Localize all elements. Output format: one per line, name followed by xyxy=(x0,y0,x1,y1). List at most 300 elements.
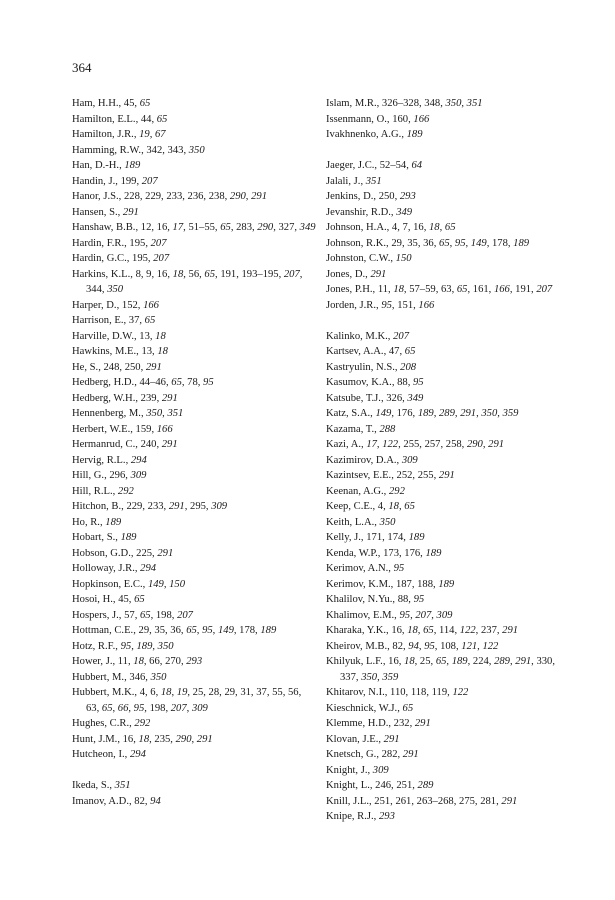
index-entry: Hitchon, B., 229, 233, 291, 295, 309 xyxy=(72,501,228,512)
index-entry: Klemme, H.D., 232, 291 xyxy=(326,718,431,729)
entry-name: Harville, D.W. xyxy=(72,330,134,342)
page-ref: 95 xyxy=(393,563,405,574)
page-ref: 65 xyxy=(156,113,168,125)
entry-name: Jones, D. xyxy=(326,268,366,280)
page-ref: 309 xyxy=(211,501,228,512)
page-ref: 36 xyxy=(170,625,181,636)
index-entry: Knight, L., 246, 251, 289 xyxy=(326,780,434,791)
page-ref: 122 xyxy=(452,687,469,698)
page-ref: 159 xyxy=(135,423,152,435)
page-ref: 237 xyxy=(480,625,497,636)
entry-name: Jenkins, D. xyxy=(326,191,374,202)
entry-name: Hamilton, E.L. xyxy=(72,113,136,125)
page-ref: 149 xyxy=(217,625,234,636)
entry-name: Kazimirov, D.A. xyxy=(326,454,397,466)
page-ref: 236 xyxy=(187,191,204,202)
entry-name: Hamilton, J.R. xyxy=(72,129,134,140)
page-ref: 350 xyxy=(107,284,124,295)
page-ref: 150 xyxy=(395,253,412,264)
page-ref: 36 xyxy=(423,237,434,249)
entry-name: Harper, D. xyxy=(72,299,117,311)
page-ref: 65 xyxy=(456,284,468,295)
page-ref: 349 xyxy=(299,222,316,233)
entry-name: Hospers, J. xyxy=(72,609,119,621)
page-ref: 250 xyxy=(378,191,395,202)
page-ref: 189 xyxy=(438,578,455,590)
page-ref: 57–59 xyxy=(409,284,436,295)
index-entry: Jalali, J., 351 xyxy=(326,175,382,187)
entry-name: Kheirov, M.B. xyxy=(326,640,388,652)
page-ref: 261 xyxy=(395,795,412,807)
entry-name: Hosoi, H. xyxy=(72,594,113,605)
page-ref: 255 xyxy=(417,470,434,481)
entry-name: Khalilov, N.Yu. xyxy=(326,594,393,605)
page-ref: 251 xyxy=(374,795,391,807)
entry-name: Hanor, J.S. xyxy=(72,191,119,202)
index-entry: Imanov, A.D., 82, 94 xyxy=(72,795,161,807)
entry-name: Jorden, J.R. xyxy=(326,299,377,311)
entry-name: Keenan, A.G. xyxy=(326,485,384,497)
index-entry: Hughes, C.R., 292 xyxy=(72,718,151,729)
page-ref: 349 xyxy=(407,392,424,404)
page-ref: 119 xyxy=(431,687,448,698)
index-entry: Hottman, C.E., 29, 35, 36, 65, 95, 149, 178, 189 xyxy=(72,625,277,636)
page-ref: 11 xyxy=(117,656,128,667)
entry-name: Hower, J. xyxy=(72,656,113,667)
page-ref: 31 xyxy=(240,687,251,698)
page-ref: 151 xyxy=(397,299,414,311)
index-entry: Kerimov, K.M., 187, 188, 189 xyxy=(326,578,455,590)
entry-name: Knight, J. xyxy=(326,764,368,776)
page-ref: 293 xyxy=(186,656,203,667)
page-ref: 18 xyxy=(133,656,144,667)
page-ref: 65 xyxy=(444,222,456,233)
entry-name: Jones, P.H. xyxy=(326,284,373,295)
page-ref: 289 xyxy=(494,656,510,667)
entry-name: Kastryulin, N.S. xyxy=(326,361,395,373)
index-entry: Hutcheon, I., 294 xyxy=(72,749,146,760)
page-ref: 189 xyxy=(425,547,442,559)
page-ref: 65 xyxy=(139,609,151,621)
page-ref: 178 xyxy=(491,237,508,249)
entry-name: Ham, H.H. xyxy=(72,98,119,109)
entry-name: Hawkins, M.E. xyxy=(72,346,137,357)
page-ref: 350 xyxy=(445,98,462,109)
page-ref: 191 xyxy=(515,284,532,295)
index-entry: Kazintsev, E.E., 252, 255, 291 xyxy=(326,470,455,481)
page-ref: 88 xyxy=(397,377,408,388)
page-ref: 291 xyxy=(161,439,178,450)
page-ref: 149 xyxy=(375,408,392,419)
entry-name: Holloway, J.R. xyxy=(72,563,135,574)
page-ref: 351 xyxy=(365,175,382,187)
entry-name: Hill, R.L. xyxy=(72,485,113,497)
page-ref: 289 xyxy=(417,780,434,791)
page-ref: 65 xyxy=(139,98,151,109)
index-entry: Islam, M.R., 326–328, 348, 350, 351 xyxy=(326,98,483,109)
entry-name: Klemme, H.D. xyxy=(326,718,389,729)
page-ref: 4 xyxy=(377,501,384,512)
page-ref: 65 xyxy=(220,222,231,233)
entry-name: Hamming, R.W. xyxy=(72,144,142,156)
page-ref: 351 xyxy=(466,98,483,109)
index-entry: Han, D.-H., 189 xyxy=(72,160,141,171)
page-ref: 4 xyxy=(139,687,145,698)
page-ref: 52–54 xyxy=(379,160,407,171)
index-entry: Khalimov, E.M., 95, 207, 309 xyxy=(326,609,453,621)
page-ref: 51–55 xyxy=(188,222,215,233)
page-ref: 290 xyxy=(466,439,483,450)
page-ref: 291 xyxy=(370,268,387,280)
index-entry: Herbert, W.E., 159, 166 xyxy=(72,423,173,435)
page-ref: 195 xyxy=(132,253,148,264)
entry-name: Jalali, J. xyxy=(326,175,361,187)
page-ref: 251 xyxy=(396,780,413,791)
page-ref: 13 xyxy=(139,330,150,342)
index-entry: Harper, D., 152, 166 xyxy=(72,299,159,311)
page-ref: 65 xyxy=(101,702,113,714)
page-ref: 293 xyxy=(378,811,395,822)
page-ref: 207 xyxy=(415,609,432,621)
page-ref: 28 xyxy=(208,687,220,698)
entry-name: Handin, J. xyxy=(72,175,116,187)
page-ref: 229 xyxy=(126,501,143,512)
page-ref: 95 xyxy=(202,625,213,636)
entry-name: Kazintsev, E.E. xyxy=(326,470,392,481)
page-ref: 240 xyxy=(140,439,157,450)
index-entry: Knill, J.L., 251, 261, 263–268, 275, 281, 291 xyxy=(326,795,518,807)
page-ref: 225 xyxy=(136,547,153,559)
entry-name: Hansen, S. xyxy=(72,206,118,218)
index-entry: Hansen, S., 291 xyxy=(72,206,139,218)
index-entry: Knetsch, G., 282, 291 xyxy=(326,749,419,760)
entry-name: Knipe, R.J. xyxy=(326,811,374,822)
index-entry: Hobson, G.D., 225, 291 xyxy=(72,547,174,559)
index-entry: Khalilov, N.Yu., 88, 95 xyxy=(326,594,425,605)
index-entry: Ho, R., 189 xyxy=(72,516,122,528)
page-ref: 208 xyxy=(400,361,417,373)
page-ref: 9 xyxy=(146,268,152,280)
page-ref: 47 xyxy=(388,346,400,357)
entry-name: Kartsev, A.A. xyxy=(326,346,384,357)
page-ref: 19 xyxy=(176,687,188,698)
index-entry: Hill, G., 296, 309 xyxy=(72,470,147,481)
page-ref: 235 xyxy=(154,733,171,745)
entry-name: Hedberg, W.H. xyxy=(72,392,136,404)
page-ref: 349 xyxy=(396,206,413,218)
index-entry: Hunt, J.M., 16, 18, 235, 290, 291 xyxy=(72,733,213,745)
entry-name: Hobart, S. xyxy=(72,532,116,543)
index-entry: Hawkins, M.E., 13, 18 xyxy=(72,346,168,357)
page-ref: 351 xyxy=(167,408,184,419)
page-ref: 246 xyxy=(375,780,392,791)
page-ref: 174 xyxy=(387,532,404,543)
page-ref: 295 xyxy=(190,501,206,512)
entry-name: Hitchon, B. xyxy=(72,501,122,512)
page-ref: 12 xyxy=(140,222,152,233)
page-ref: 291 xyxy=(460,408,477,419)
index-entry: Jevanshir, R.D., 349 xyxy=(326,206,413,218)
page-ref: 166 xyxy=(413,113,430,125)
page-ref: 291 xyxy=(161,392,178,404)
page-ref: 229 xyxy=(145,191,162,202)
index-entry: Hennenberg, M., 350, 351 xyxy=(72,408,184,419)
entry-name: Jaeger, J.C. xyxy=(326,160,375,171)
index-entry: Khitarov, N.I., 110, 118, 119, 122 xyxy=(326,687,469,698)
page-ref: 257 xyxy=(424,439,441,450)
index-entry: Hervig, R.L., 294 xyxy=(72,454,147,466)
entry-name: He, S. xyxy=(72,361,99,373)
page-ref: 65 xyxy=(144,315,156,326)
page-ref: 82 xyxy=(392,640,403,652)
index-entry: Hopkinson, E.C., 149, 150 xyxy=(72,578,186,590)
index-entry: Kieschnick, W.J., 65 xyxy=(326,702,414,714)
entry-name: Kelly, J. xyxy=(326,532,361,543)
page-ref: 258 xyxy=(445,439,462,450)
page-ref: 359 xyxy=(382,671,399,683)
page-ref: 250 xyxy=(124,361,141,373)
entry-name: Harrison, E. xyxy=(72,315,124,326)
page-ref: 18 xyxy=(172,268,184,280)
page-ref: 95 xyxy=(381,299,392,311)
page-ref: 63 xyxy=(440,284,452,295)
entry-name: Hardin, G.C. xyxy=(72,253,127,264)
page-ref: 166 xyxy=(156,423,173,435)
entry-name: Ho, R. xyxy=(72,516,100,528)
page-ref: 189 xyxy=(105,516,122,528)
page-ref: 291 xyxy=(438,470,455,481)
page-ref: 207 xyxy=(536,284,553,295)
page-ref: 359 xyxy=(502,408,519,419)
page-ref: 238 xyxy=(208,191,225,202)
entry-name: Johnson, H.A. xyxy=(326,222,387,233)
page-ref: 291 xyxy=(157,547,174,559)
entry-name: Hutcheon, I. xyxy=(72,749,125,760)
page-ref: 309 xyxy=(191,702,208,714)
page-ref: 207 xyxy=(150,237,167,249)
page-ref: 178 xyxy=(239,625,256,636)
page-ref: 207 xyxy=(283,268,300,280)
page-ref: 292 xyxy=(134,718,151,729)
index-entry: Hill, R.L., 292 xyxy=(72,485,134,497)
index-entry: Jorden, J.R., 95, 151, 166 xyxy=(326,299,435,311)
entry-name: Kazama, T. xyxy=(326,423,375,435)
page-ref: 94 xyxy=(408,640,419,652)
entry-name: Keith, L.A. xyxy=(326,516,375,528)
index-entry: He, S., 248, 250, 291 xyxy=(72,361,162,373)
page-ref: 29 xyxy=(391,237,402,249)
page-ref: 65 xyxy=(439,237,450,249)
index-entry: Issenmann, O., 160, 166 xyxy=(326,113,430,125)
page-ref: 330 xyxy=(536,656,553,667)
page-ref: 114 xyxy=(438,625,455,636)
page-ref: 118 xyxy=(410,687,427,698)
page-ref: 309 xyxy=(436,609,453,621)
page-ref: 309 xyxy=(130,470,147,481)
entry-name: Hubbert, M.K. xyxy=(72,687,135,698)
page-ref: 189 xyxy=(406,129,423,140)
page-ref: 275 xyxy=(459,795,475,807)
page-ref: 171 xyxy=(366,532,383,543)
entry-name: Hervig, R.L. xyxy=(72,454,126,466)
page-ref: 64 xyxy=(411,160,423,171)
page-ref: 56 xyxy=(288,687,299,698)
page-ref: 291 xyxy=(196,733,213,745)
page-ref: 294 xyxy=(130,454,147,466)
page-ref: 291 xyxy=(122,206,139,218)
page-ref: 350 xyxy=(361,671,378,683)
page-ref: 176 xyxy=(404,547,421,559)
page-ref: 290 xyxy=(257,222,274,233)
index-entry: Hamilton, J.R., 19, 67 xyxy=(72,129,166,140)
page-ref: 199 xyxy=(120,175,137,187)
index-entry: Harville, D.W., 13, 18 xyxy=(72,330,166,342)
page-ref: 198 xyxy=(155,609,172,621)
page-ref: 65 xyxy=(186,625,197,636)
page-ref: 82 xyxy=(134,795,145,807)
page-ref: 88 xyxy=(397,594,409,605)
entry-name: Klovan, J.E. xyxy=(326,733,379,745)
index-entry: Kalinko, M.K., 207 xyxy=(326,330,409,342)
page-ref: 232 xyxy=(393,718,410,729)
page-ref: 13 xyxy=(141,346,153,357)
index-entry: Hospers, J., 57, 65, 198, 207 xyxy=(72,609,193,621)
index-entry: Harkins, K.L., 8, 9, 16, 18, 56, 65, 191, 193–195, 207, 344, 350 xyxy=(72,268,303,295)
page-ref: 18 xyxy=(160,687,172,698)
index-entry: Knight, J., 309 xyxy=(326,764,389,776)
entry-name: Katsube, T.J. xyxy=(326,392,381,404)
page-ref: 309 xyxy=(372,764,389,776)
page-ref: 37 xyxy=(256,687,267,698)
page-ref: 248 xyxy=(103,361,120,373)
entry-name: Katz, S.A. xyxy=(326,408,371,419)
entry-name: Khalimov, E.M. xyxy=(326,609,395,621)
entry-name: Ikeda, S. xyxy=(72,780,110,791)
index-entry: Katsube, T.J., 326, 349 xyxy=(326,392,424,404)
page-ref: 189 xyxy=(260,625,277,636)
entry-name: Khilyuk, L.F. xyxy=(326,656,383,667)
page-ref: 55 xyxy=(272,687,283,698)
index-entry: Kelly, J., 171, 174, 189 xyxy=(326,532,425,543)
page-ref: 252 xyxy=(396,470,413,481)
page-ref: 18 xyxy=(404,656,415,667)
entry-name: Johnson, R.K. xyxy=(326,237,387,249)
entry-name: Hunt, J.M. xyxy=(72,733,118,745)
page-ref: 291 xyxy=(168,501,185,512)
page-ref: 122 xyxy=(459,625,476,636)
page-number: 364 xyxy=(72,60,92,75)
entry-name: Hermanrud, C. xyxy=(72,439,136,450)
index-entry: Hedberg, H.D., 44–46, 65, 78, 95 xyxy=(72,377,214,388)
page-ref: 18 xyxy=(429,222,440,233)
page-ref: 149 xyxy=(147,578,164,590)
page-ref: 189 xyxy=(136,640,153,652)
page-ref: 18 xyxy=(155,330,166,342)
page-ref: 195 xyxy=(129,237,146,249)
index-entry: Kastryulin, N.S., 208 xyxy=(326,361,417,373)
index-entry: Hanshaw, B.B., 12, 16, 17, 51–55, 65, 283, 290, 327, 349 xyxy=(72,222,316,233)
page-ref: 65 xyxy=(404,501,415,512)
page-ref: 16 xyxy=(413,222,424,233)
page-ref: 289 xyxy=(439,408,455,419)
page-ref: 233 xyxy=(166,191,183,202)
page-ref: 110 xyxy=(390,687,406,698)
page-ref: 65 xyxy=(171,377,182,388)
index-entry: Hosoi, H., 45, 65 xyxy=(72,594,145,605)
page-ref: 309 xyxy=(401,454,418,466)
entry-name: Kieschnick, W.J. xyxy=(326,702,398,714)
entry-name: Hotz, R.F. xyxy=(72,640,116,652)
index-entry: Holloway, J.R., 294 xyxy=(72,563,157,574)
index-entry: Jenkins, D., 250, 293 xyxy=(326,191,416,202)
page-ref: 95 xyxy=(424,640,435,652)
page-ref: 291 xyxy=(402,749,419,760)
page-ref: 326–328 xyxy=(381,98,419,109)
page-ref: 351 xyxy=(114,780,131,791)
page-ref: 45 xyxy=(118,594,129,605)
page-ref: 16 xyxy=(122,733,134,745)
page-ref: 193–195 xyxy=(241,268,279,280)
page-ref: 94 xyxy=(150,795,161,807)
index-entry: Kerimov, A.N., 95 xyxy=(326,563,405,574)
page-ref: 95 xyxy=(133,702,145,714)
page-ref: 291 xyxy=(515,656,532,667)
entry-name: Hubbert, M. xyxy=(72,671,125,683)
page-ref: 19 xyxy=(139,129,150,140)
page-ref: 228 xyxy=(123,191,140,202)
page-ref: 166 xyxy=(418,299,435,311)
index-entry: Kazama, T., 288 xyxy=(326,423,396,435)
page-ref: 44–46 xyxy=(139,377,166,388)
page-ref: 189 xyxy=(417,408,434,419)
entry-name: Imanov, A.D. xyxy=(72,795,129,807)
entry-name: Harkins, K.L. xyxy=(72,268,131,280)
page-ref: 296 xyxy=(109,470,126,481)
page-ref: 161 xyxy=(472,284,489,295)
page-ref: 283 xyxy=(236,222,252,233)
page-ref: 29 xyxy=(224,687,236,698)
page-ref: 342 xyxy=(146,144,163,156)
page-ref: 95 xyxy=(413,377,424,388)
page-ref: 122 xyxy=(482,640,499,652)
page-ref: 35 xyxy=(154,625,165,636)
page-ref: 189 xyxy=(513,237,530,249)
index-entry: Klovan, J.E., 291 xyxy=(326,733,400,745)
page-ref: 45 xyxy=(123,98,135,109)
index-entry: Keith, L.A., 350 xyxy=(326,516,396,528)
page-ref: 350 xyxy=(150,671,167,683)
entry-name: Hopkinson, E.C. xyxy=(72,578,143,590)
page-ref: 350 xyxy=(379,516,396,528)
index-entry: Kasumov, K.A., 88, 95 xyxy=(326,377,424,388)
page-ref: 293 xyxy=(399,191,416,202)
entry-name: Johnston, C.W. xyxy=(326,253,391,264)
index-entry: Ivakhnenko, A.G., 189 xyxy=(326,129,423,140)
page-ref: 290 xyxy=(229,191,246,202)
page-ref: 11 xyxy=(377,284,389,295)
page-ref: 292 xyxy=(117,485,134,497)
page-ref: 18 xyxy=(407,625,418,636)
page-ref: 189 xyxy=(451,656,468,667)
page-ref: 189 xyxy=(120,532,137,543)
page-ref: 66 xyxy=(149,656,160,667)
index-entry: Hedberg, W.H., 239, 291 xyxy=(72,392,178,404)
page-ref: 191 xyxy=(220,268,237,280)
page-ref: 121 xyxy=(461,640,478,652)
index-entry: Kazi, A., 17, 122, 255, 257, 258, 290, 291 xyxy=(326,439,505,450)
page-ref: 65 xyxy=(134,594,145,605)
page-ref: 57 xyxy=(124,609,135,621)
